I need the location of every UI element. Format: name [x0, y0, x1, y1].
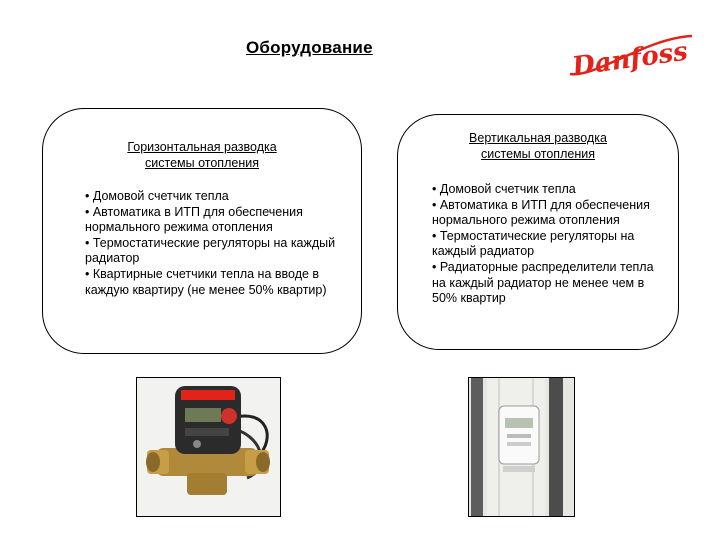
vertical-wiring-panel — [397, 114, 679, 350]
heat-cost-allocator-photo — [468, 377, 575, 517]
page-title: Оборудование — [246, 38, 373, 57]
list-item: • Термостатические регуляторы на каждый радиатор — [85, 235, 336, 266]
list-item: • Автоматика в ИТП для обеспечения нормального режима отопления — [85, 204, 303, 235]
horizontal-wiring-heading — [43, 139, 361, 171]
heat-cost-allocator-icon — [469, 378, 574, 516]
vertical-wiring-heading — [398, 130, 678, 162]
list-item: • Автоматика в ИТП для обеспечения нормального режима отопления — [432, 197, 650, 228]
list-item: • Радиаторные распределители тепла на каждый радиатор не менее чем в 50% квартир — [432, 259, 654, 306]
svg-text:Danfoss: Danfoss — [570, 36, 690, 80]
horizontal-heading-line2: системы отопления — [145, 156, 259, 170]
list-item: • Домовой счетчик тепла — [85, 189, 229, 203]
list-item: • Домовой счетчик тепла — [432, 182, 576, 196]
heat-meter-photo — [136, 377, 281, 517]
list-item: • Квартирные счетчики тепла на вводе в каждую квартиру (не менее 50% квартир) — [85, 266, 327, 297]
vertical-wiring-list — [432, 182, 670, 307]
vertical-heading-line2: системы отопления — [481, 147, 595, 161]
vertical-heading-line1: Вертикальная разводка — [469, 131, 607, 145]
horizontal-wiring-panel — [42, 108, 362, 354]
horizontal-wiring-list — [85, 189, 347, 298]
list-item: • Термостатические регуляторы на каждый радиатор — [432, 228, 635, 259]
danfoss-logo — [566, 30, 696, 80]
danfoss-logo-icon — [566, 30, 696, 80]
horizontal-heading-line1: Горизонтальная разводка — [127, 140, 277, 154]
heat-meter-icon — [137, 378, 280, 516]
